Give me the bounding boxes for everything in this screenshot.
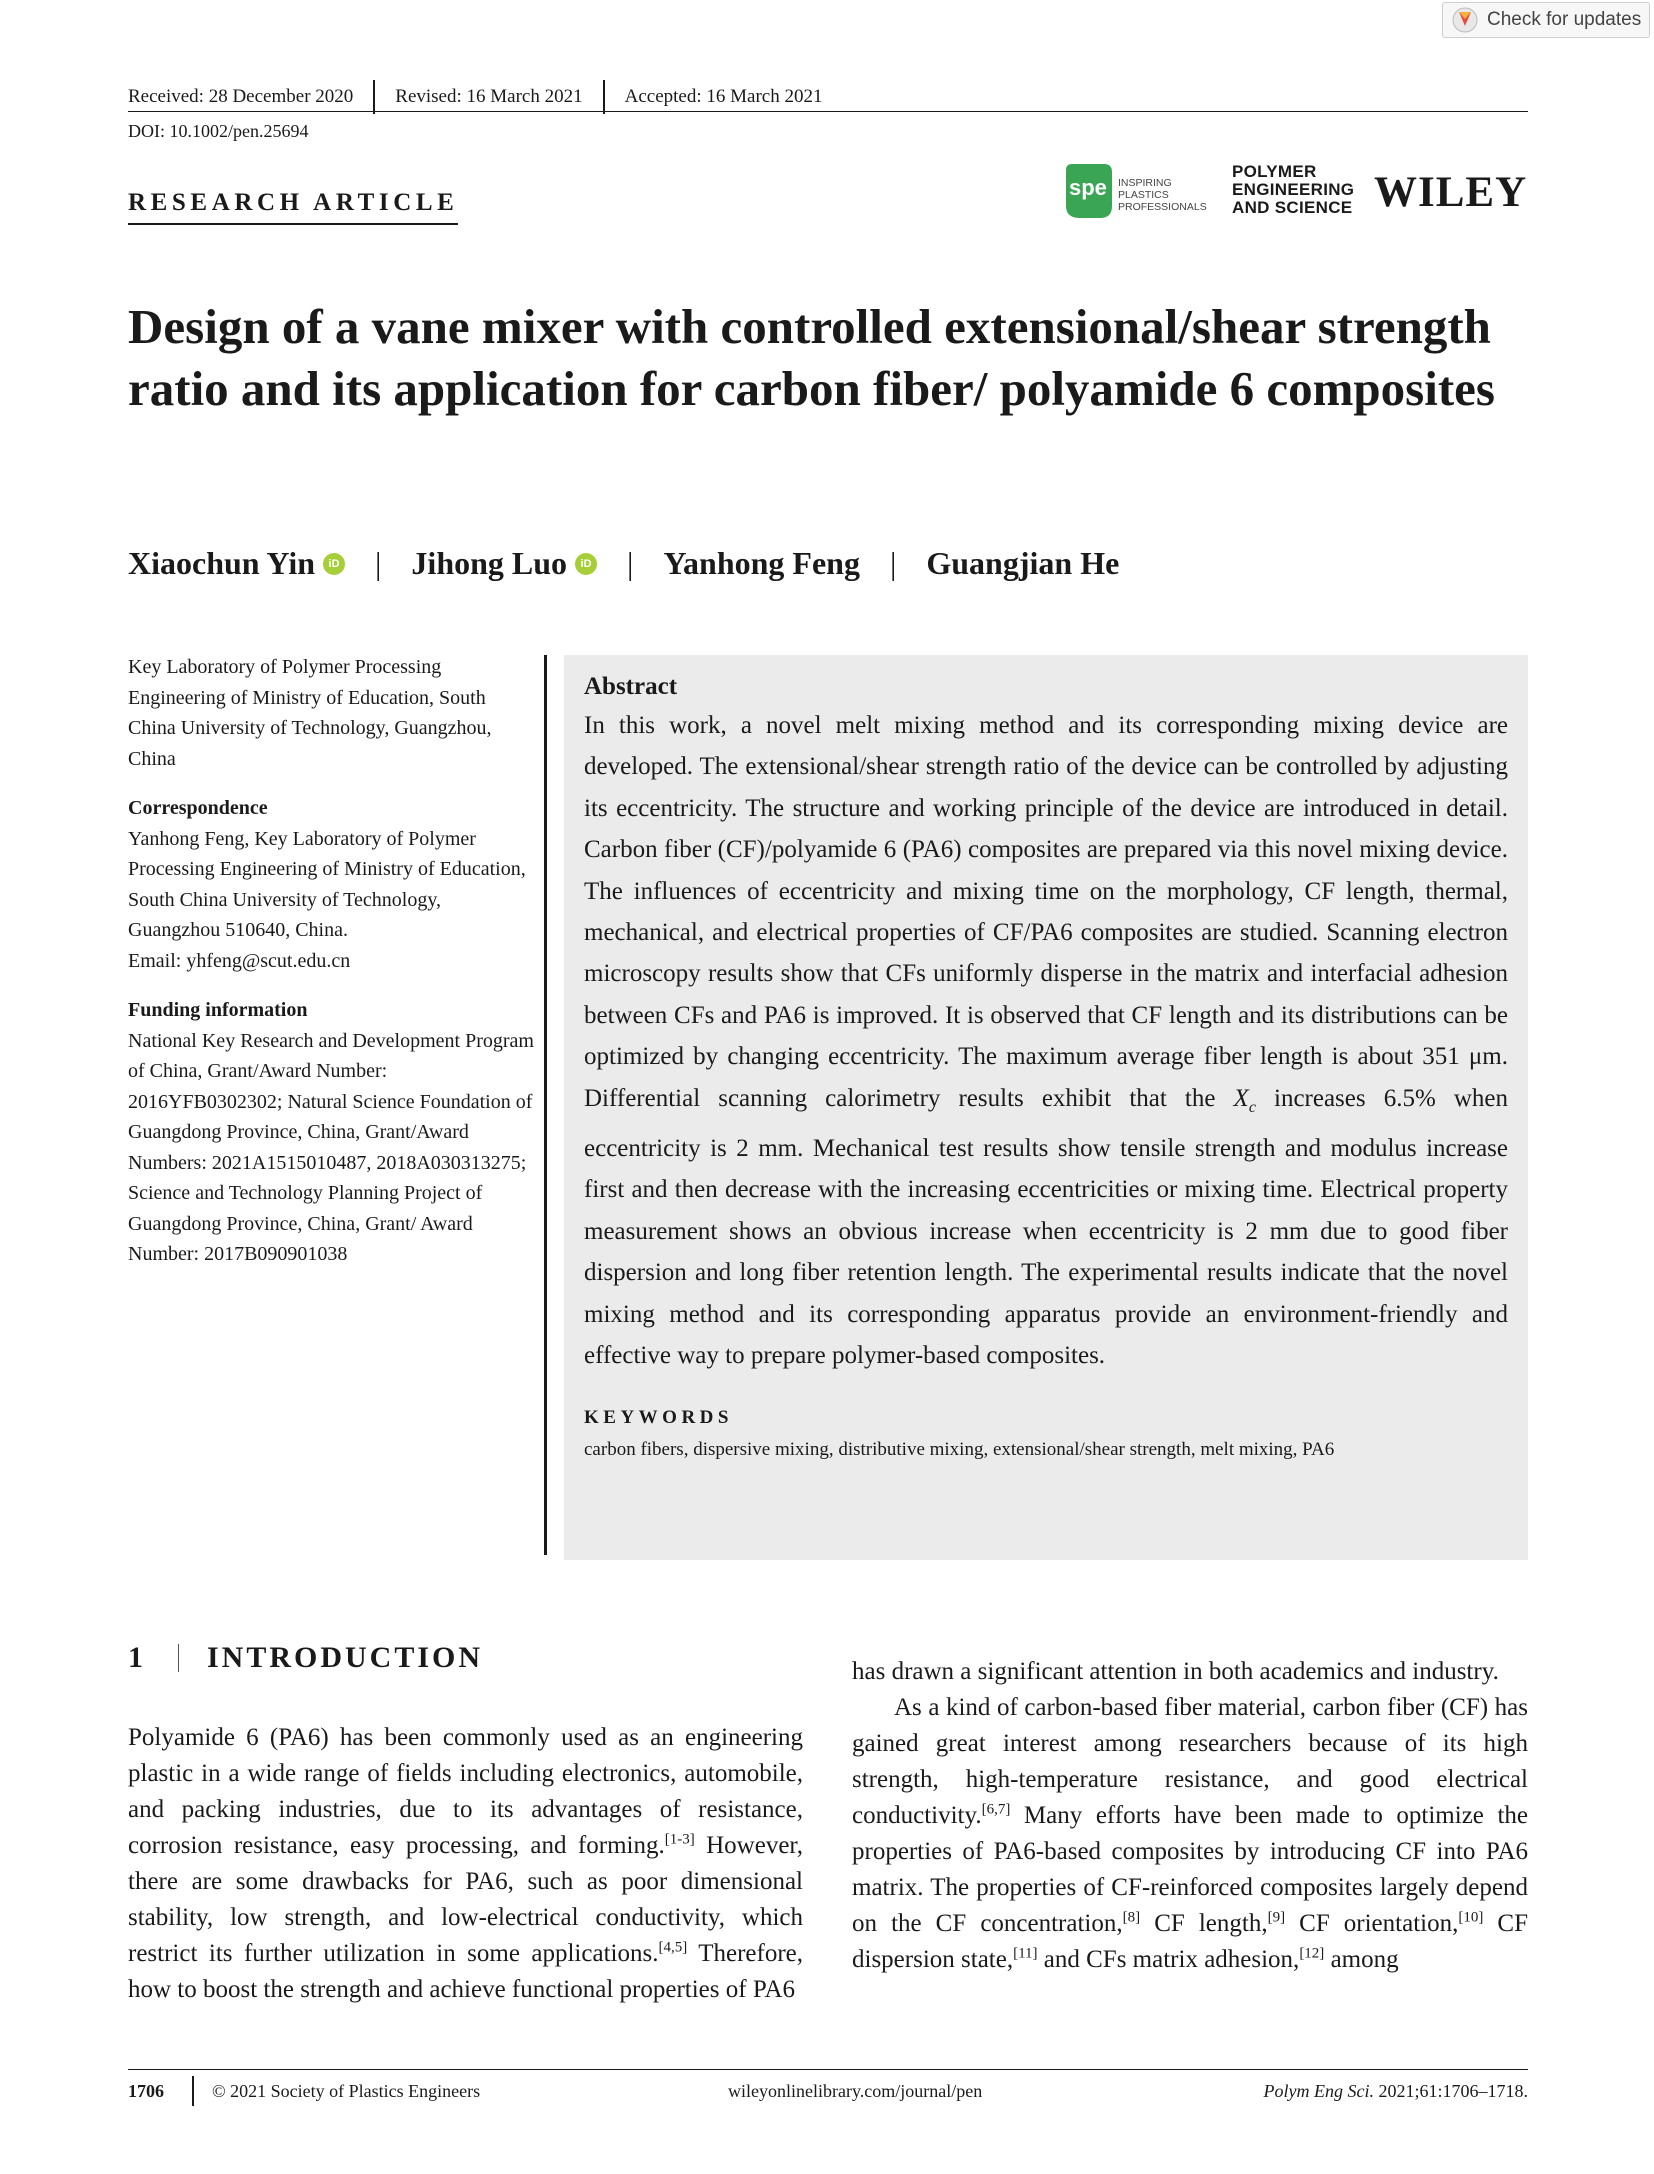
accepted-date: Accepted: 16 March 2021 [624, 86, 823, 107]
citation-ref[interactable]: [11] [1013, 1945, 1038, 1962]
author-separator: | [375, 545, 382, 581]
keywords-text: carbon fibers, dispersive mixing, distributive mixing, extensional/shear strength, melt mixing, PA6 [584, 1438, 1335, 1460]
body-column-right [852, 1654, 1528, 1978]
author-separator: | [627, 545, 634, 581]
xc-subscript: c [1248, 1098, 1256, 1116]
article-info-column [128, 652, 538, 1270]
citation-ref[interactable]: [12] [1299, 1945, 1325, 1962]
paragraph [852, 1690, 1528, 1978]
citation-ref[interactable]: [8] [1122, 1909, 1141, 1926]
history-dates [128, 82, 822, 112]
paragraph: has drawn a significant attention in both academics and industry. [852, 1658, 1499, 1685]
column-divider [544, 655, 547, 1555]
text-run: CF orientation, [1285, 1910, 1459, 1937]
divider [373, 80, 375, 114]
spe-tagline-1: INSPIRING [1118, 177, 1172, 189]
text-run: Therefore, how to boost the strength and achieve functional properties of PA6 [128, 1940, 803, 2003]
revised-date: Revised: 16 March 2021 [395, 86, 583, 107]
section-heading [128, 1641, 483, 1675]
author-name[interactable]: Xiaochun Yin [128, 545, 316, 581]
article-type: RESEARCH ARTICLE [128, 189, 458, 225]
journal-abbrev: Polym Eng Sci. [1263, 2080, 1374, 2101]
journal-citation [1264, 2081, 1529, 2102]
abstract-text-part: In this work, a novel melt mixing method and its corresponding mixing device are developed. The extensional/shear strength ratio of the device can be controlled by adjusting its eccentricity. The structure and working principle of the device are introduced in detail. Carbon fiber (CF)/polyamide 6 (PA6) composites are prepared via this novel mixing device. The influences of eccentricity and mixing time on the morphology, CF length, thermal, mechanical, and electrical properties of CF/PA6 composites are studied. Scanning electron microscopy results show that CFs uniformly disperse in the matrix and interfacial adhesion between CFs and PA6 is improved. It is observed that CF length and its distributions can be optimized by changing eccentricity. The maximum average fiber length is about 351 μm. Differential scanning calorimetry results exhibit that the [584, 712, 1508, 1112]
spe-tagline-2: PLASTICS [1118, 189, 1169, 201]
affiliation: Key Laboratory of Polymer Processing Engineering of Ministry of Education, South China University of Technology, Guangzhou, China [128, 656, 492, 770]
spe-tagline-3: PROFESSIONALS [1118, 201, 1207, 213]
text-run: As a kind of carbon-based fiber material, carbon fiber (CF) has gained great interest among researchers because of its high strength, high-temperature resistance, and good electrical conductivity. [852, 1694, 1528, 1829]
journal-logo-line: ENGINEERING [1232, 180, 1355, 199]
text-run: However, there are some drawbacks for PA6, such as poor dimensional stability, low strength, and low-electrical conductivity, which restrict its further utilization in some applications. [128, 1832, 803, 1967]
text-run: CF length, [1140, 1910, 1268, 1937]
citation-ref[interactable]: [10] [1458, 1909, 1484, 1926]
correspondence-heading: Correspondence [128, 797, 268, 819]
citation-ref[interactable]: [6,7] [981, 1801, 1011, 1818]
author-name[interactable]: Jihong Luo [411, 545, 568, 581]
doi[interactable]: DOI: 10.1002/pen.25694 [128, 121, 309, 141]
section-title: INTRODUCTION [207, 1641, 484, 1674]
wiley-logo: WILEY [1374, 169, 1528, 216]
abstract-heading: Abstract [584, 673, 678, 700]
page-number: 1706 [128, 2080, 164, 2101]
journal-logo-line: POLYMER [1232, 162, 1317, 181]
author-name[interactable]: Guangjian He [926, 545, 1120, 581]
spe-mark: spe [1069, 175, 1107, 200]
funding-text: National Key Research and Development Program of China, Grant/Award Number: 2016YFB0302302; Natural Science Foundation of Guangdong Province, China, Grant/Award Numbers: 2021A1515010487, 2018A030313275; Science and Technology Planning Project of Guangdong Province, China, Grant/ Award Number: 2017B090901038 [128, 1029, 534, 1265]
check-for-updates-button[interactable] [1442, 2, 1650, 38]
correspondence-email[interactable]: Email: yhfeng@scut.edu.cn [128, 949, 351, 972]
page-footer [128, 2076, 1528, 2106]
abstract-box [564, 655, 1528, 1560]
text-run: Polyamide 6 (PA6) has been commonly used as an engineering plastic in a wide range of fields including electronics, automobile, and packing industries, due to its advantages of resistance, corrosion resistance, easy processing, and forming. [128, 1724, 803, 1859]
keywords-heading: KEYWORDS [584, 1406, 733, 1428]
funding-heading: Funding information [128, 999, 308, 1021]
copyright: © 2021 Society of Plastics Engineers [212, 2080, 481, 2101]
xc-symbol: X [1233, 1084, 1249, 1112]
citation-ref[interactable]: [4,5] [658, 1939, 688, 1956]
divider [192, 2076, 194, 2106]
citation-text: 2021;61:1706–1718. [1373, 2080, 1528, 2101]
orcid-icon[interactable]: iD [323, 553, 345, 575]
spe-logo [1060, 162, 1230, 222]
paragraph [128, 1720, 803, 2008]
divider [178, 1644, 179, 1672]
abstract-text-part: increases 6.5% when eccentricity is 2 mm. Mechanical test results show tensile strength and modulus increase first and then decrease with the increasing eccentricities or mixing time. Electrical property measurement shows an obvious increase when eccentricity is 2 mm due to good fiber dispersion and long fiber retention length. The experimental results indicate that the novel mixing method and its corresponding apparatus provide an environment-friendly and effective way to prepare polymer-based composites. [584, 1084, 1508, 1370]
citation-ref[interactable]: [1-3] [664, 1831, 695, 1848]
text-run: Many efforts have been made to optimize the properties of PA6-based composites by introducing CF into PA6 matrix. The properties of CF-reinforced composites largely depend on the CF concentration, [852, 1802, 1528, 1937]
journal-logo [1232, 163, 1354, 217]
author-name[interactable]: Yanhong Feng [663, 545, 860, 581]
section-number: 1 [128, 1641, 146, 1674]
author-separator: | [889, 545, 897, 581]
check-updates-icon [1451, 6, 1479, 34]
header-rule [128, 111, 1528, 112]
footer-rule [128, 2069, 1528, 2070]
correspondence-text: Yanhong Feng, Key Laboratory of Polymer Processing Engineering of Ministry of Education, South China University of Technology, Guangzhou 510640, China. [128, 827, 526, 941]
journal-logo-line: AND SCIENCE [1232, 198, 1353, 217]
abstract-text [584, 705, 1508, 1377]
received-date: Received: 28 December 2020 [128, 86, 354, 107]
journal-url[interactable]: wileyonlinelibrary.com/journal/pen [728, 2080, 983, 2101]
author-list [128, 545, 1119, 582]
check-updates-label: Check for updates [1487, 9, 1642, 30]
body-column-left [128, 1720, 803, 2008]
text-run: and CFs matrix adhesion, [1037, 1946, 1300, 1973]
divider [603, 80, 605, 114]
text-run: among [1324, 1946, 1399, 1973]
orcid-icon[interactable]: iD [575, 553, 597, 575]
article-title: Design of a vane mixer with controlled extensional/shear strength ratio and its application for carbon fiber/ polyamide 6 composites [128, 299, 1495, 416]
text-run: CF dispersion state, [852, 1910, 1528, 1973]
citation-ref[interactable]: [9] [1267, 1909, 1286, 1926]
